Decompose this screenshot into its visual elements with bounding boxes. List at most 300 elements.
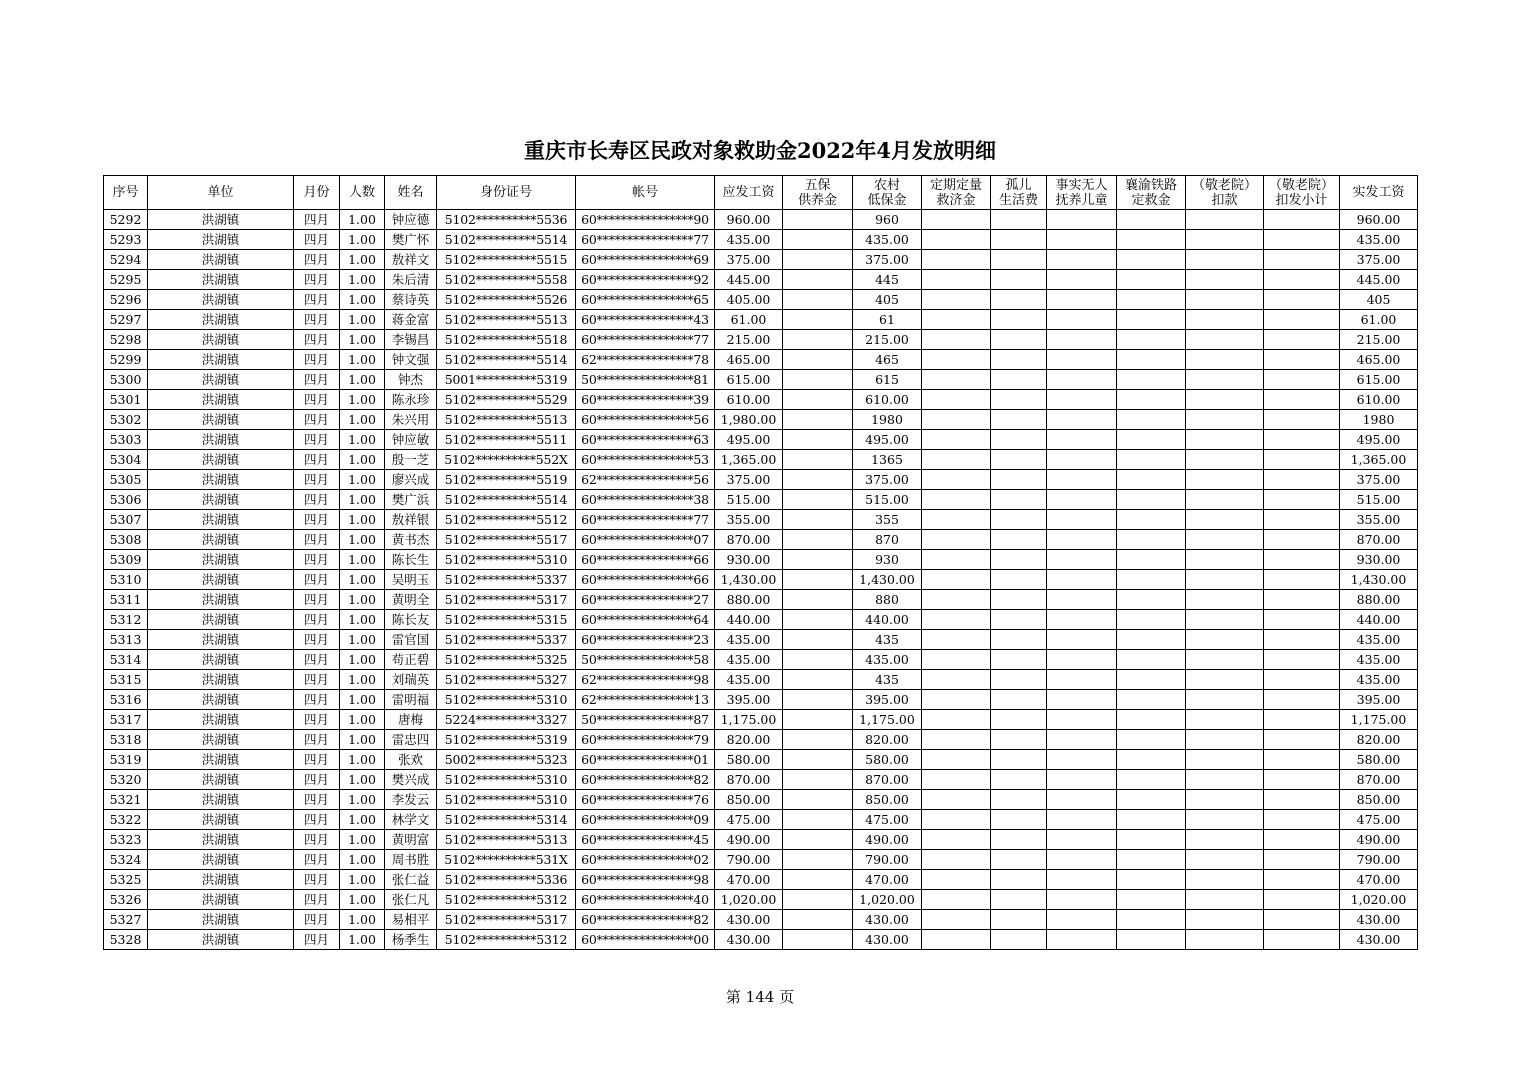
- cell-account: 50****************81: [576, 370, 715, 390]
- cell-dibao: 610.00: [853, 390, 922, 410]
- cell-unit: 洪湖镇: [148, 370, 294, 390]
- cell-subtotal: [1264, 910, 1340, 930]
- cell-id-number: 5102**********5310: [437, 790, 576, 810]
- header-dingqi: [922, 176, 991, 210]
- cell-orphan: [991, 410, 1047, 430]
- cell-name: 陈长生: [385, 550, 437, 570]
- cell-count: 1.00: [340, 590, 385, 610]
- cell-account: 62****************98: [576, 670, 715, 690]
- cell-seq: 5303: [104, 430, 148, 450]
- cell-account: 60****************23: [576, 630, 715, 650]
- cell-dibao: 580.00: [853, 750, 922, 770]
- cell-wubao: [783, 210, 853, 230]
- table-row: [104, 910, 1418, 930]
- cell-account: 60****************53: [576, 450, 715, 470]
- header-dibao: [853, 176, 922, 210]
- table-row: [104, 790, 1418, 810]
- table-row: [104, 630, 1418, 650]
- cell-gross-pay: 580.00: [715, 750, 783, 770]
- cell-name: 樊兴成: [385, 770, 437, 790]
- header-seq: 序号: [104, 176, 148, 210]
- cell-dingqi: [922, 530, 991, 550]
- cell-dingqi: [922, 730, 991, 750]
- cell-dibao: 850.00: [853, 790, 922, 810]
- cell-fact-child: [1047, 310, 1117, 330]
- cell-seq: 5304: [104, 450, 148, 470]
- cell-net-pay: 515.00: [1340, 490, 1418, 510]
- cell-account: 60****************76: [576, 790, 715, 810]
- cell-subtotal: [1264, 690, 1340, 710]
- table-row: [104, 350, 1418, 370]
- cell-count: 1.00: [340, 270, 385, 290]
- cell-seq: 5327: [104, 910, 148, 930]
- cell-account: 60****************77: [576, 330, 715, 350]
- cell-dibao: 435.00: [853, 230, 922, 250]
- cell-railway: [1117, 910, 1186, 930]
- cell-seq: 5298: [104, 330, 148, 350]
- header-railway-line1: 襄渝铁路: [1124, 177, 1177, 193]
- cell-id-number: 5102**********5336: [437, 870, 576, 890]
- cell-railway: [1117, 430, 1186, 450]
- cell-count: 1.00: [340, 470, 385, 490]
- cell-orphan: [991, 510, 1047, 530]
- cell-gross-pay: 1,430.00: [715, 570, 783, 590]
- cell-id-number: 5102**********5312: [437, 890, 576, 910]
- cell-count: 1.00: [340, 490, 385, 510]
- cell-railway: [1117, 710, 1186, 730]
- cell-dibao: 870.00: [853, 770, 922, 790]
- cell-deduct: [1186, 630, 1264, 650]
- header-unit: 单位: [148, 176, 294, 210]
- cell-railway: [1117, 610, 1186, 630]
- cell-dingqi: [922, 490, 991, 510]
- cell-dingqi: [922, 430, 991, 450]
- cell-subtotal: [1264, 630, 1340, 650]
- cell-orphan: [991, 710, 1047, 730]
- cell-subtotal: [1264, 890, 1340, 910]
- cell-subtotal: [1264, 270, 1340, 290]
- cell-name: 钟文强: [385, 350, 437, 370]
- cell-fact-child: [1047, 890, 1117, 910]
- cell-seq: 5324: [104, 850, 148, 870]
- cell-wubao: [783, 910, 853, 930]
- cell-name: 雷官国: [385, 630, 437, 650]
- cell-wubao: [783, 730, 853, 750]
- cell-seq: 5299: [104, 350, 148, 370]
- cell-orphan: [991, 610, 1047, 630]
- cell-dingqi: [922, 310, 991, 330]
- cell-railway: [1117, 630, 1186, 650]
- cell-net-pay: 435.00: [1340, 670, 1418, 690]
- cell-dibao: 495.00: [853, 430, 922, 450]
- cell-net-pay: 880.00: [1340, 590, 1418, 610]
- cell-name: 蒋金富: [385, 310, 437, 330]
- cell-net-pay: 870.00: [1340, 770, 1418, 790]
- cell-fact-child: [1047, 390, 1117, 410]
- payment-table: [103, 175, 1418, 950]
- cell-count: 1.00: [340, 810, 385, 830]
- cell-fact-child: [1047, 250, 1117, 270]
- cell-gross-pay: 820.00: [715, 730, 783, 750]
- cell-account: 62****************13: [576, 690, 715, 710]
- cell-net-pay: 870.00: [1340, 530, 1418, 550]
- cell-account: 60****************66: [576, 550, 715, 570]
- cell-wubao: [783, 590, 853, 610]
- header-orphan-line1: 孤儿: [1005, 177, 1032, 193]
- cell-net-pay: 1,020.00: [1340, 890, 1418, 910]
- table-row: [104, 230, 1418, 250]
- cell-gross-pay: 610.00: [715, 390, 783, 410]
- cell-month: 四月: [294, 830, 340, 850]
- cell-month: 四月: [294, 370, 340, 390]
- cell-railway: [1117, 590, 1186, 610]
- cell-count: 1.00: [340, 910, 385, 930]
- cell-account: 60****************43: [576, 310, 715, 330]
- cell-unit: 洪湖镇: [148, 350, 294, 370]
- cell-id-number: 5102**********5518: [437, 330, 576, 350]
- cell-name: 林学文: [385, 810, 437, 830]
- cell-subtotal: [1264, 390, 1340, 410]
- cell-subtotal: [1264, 530, 1340, 550]
- cell-unit: 洪湖镇: [148, 290, 294, 310]
- cell-seq: 5325: [104, 870, 148, 890]
- cell-railway: [1117, 450, 1186, 470]
- cell-wubao: [783, 490, 853, 510]
- cell-wubao: [783, 510, 853, 530]
- cell-unit: 洪湖镇: [148, 810, 294, 830]
- cell-wubao: [783, 610, 853, 630]
- cell-subtotal: [1264, 810, 1340, 830]
- cell-dibao: 465: [853, 350, 922, 370]
- cell-month: 四月: [294, 570, 340, 590]
- cell-net-pay: 375.00: [1340, 250, 1418, 270]
- cell-subtotal: [1264, 610, 1340, 630]
- cell-name: 张仁凡: [385, 890, 437, 910]
- cell-account: 60****************07: [576, 530, 715, 550]
- cell-dibao: 445: [853, 270, 922, 290]
- cell-account: 60****************45: [576, 830, 715, 850]
- table-row: [104, 750, 1418, 770]
- cell-month: 四月: [294, 750, 340, 770]
- cell-name: 陈长友: [385, 610, 437, 630]
- cell-dibao: 435: [853, 630, 922, 650]
- cell-railway: [1117, 830, 1186, 850]
- cell-count: 1.00: [340, 830, 385, 850]
- cell-id-number: 5102**********5327: [437, 670, 576, 690]
- table-row: [104, 650, 1418, 670]
- cell-net-pay: 435.00: [1340, 650, 1418, 670]
- cell-deduct: [1186, 790, 1264, 810]
- cell-dingqi: [922, 390, 991, 410]
- cell-account: 60****************01: [576, 750, 715, 770]
- cell-name: 李锡昌: [385, 330, 437, 350]
- cell-railway: [1117, 390, 1186, 410]
- cell-name: 杨季生: [385, 930, 437, 950]
- cell-orphan: [991, 650, 1047, 670]
- cell-dingqi: [922, 290, 991, 310]
- cell-dibao: 930: [853, 550, 922, 570]
- cell-dingqi: [922, 510, 991, 530]
- cell-dibao: 405: [853, 290, 922, 310]
- cell-unit: 洪湖镇: [148, 270, 294, 290]
- cell-account: 60****************77: [576, 230, 715, 250]
- cell-account: 60****************39: [576, 390, 715, 410]
- cell-wubao: [783, 650, 853, 670]
- cell-subtotal: [1264, 750, 1340, 770]
- table-row: [104, 470, 1418, 490]
- cell-unit: 洪湖镇: [148, 450, 294, 470]
- cell-name: 钟应德: [385, 210, 437, 230]
- cell-railway: [1117, 210, 1186, 230]
- cell-deduct: [1186, 650, 1264, 670]
- cell-wubao: [783, 450, 853, 470]
- cell-month: 四月: [294, 650, 340, 670]
- cell-deduct: [1186, 690, 1264, 710]
- cell-count: 1.00: [340, 390, 385, 410]
- cell-deduct: [1186, 350, 1264, 370]
- cell-name: 唐梅: [385, 710, 437, 730]
- header-net-pay: 实发工资: [1340, 176, 1418, 210]
- cell-gross-pay: 1,980.00: [715, 410, 783, 430]
- cell-deduct: [1186, 830, 1264, 850]
- cell-account: 60****************38: [576, 490, 715, 510]
- cell-dibao: 1,020.00: [853, 890, 922, 910]
- cell-fact-child: [1047, 610, 1117, 630]
- cell-dingqi: [922, 410, 991, 430]
- table-row: [104, 890, 1418, 910]
- cell-dingqi: [922, 770, 991, 790]
- cell-gross-pay: 930.00: [715, 550, 783, 570]
- cell-deduct: [1186, 430, 1264, 450]
- cell-unit: 洪湖镇: [148, 410, 294, 430]
- table-row: [104, 250, 1418, 270]
- cell-fact-child: [1047, 790, 1117, 810]
- cell-wubao: [783, 830, 853, 850]
- cell-orphan: [991, 690, 1047, 710]
- cell-seq: 5293: [104, 230, 148, 250]
- cell-wubao: [783, 690, 853, 710]
- cell-dingqi: [922, 810, 991, 830]
- cell-dibao: 1,175.00: [853, 710, 922, 730]
- table-row: [104, 670, 1418, 690]
- cell-account: 60****************66: [576, 570, 715, 590]
- cell-unit: 洪湖镇: [148, 770, 294, 790]
- cell-month: 四月: [294, 210, 340, 230]
- cell-id-number: 5102**********5310: [437, 550, 576, 570]
- cell-dibao: 375.00: [853, 470, 922, 490]
- cell-dibao: 1365: [853, 450, 922, 470]
- cell-id-number: 5102**********5513: [437, 410, 576, 430]
- cell-unit: 洪湖镇: [148, 850, 294, 870]
- cell-id-number: 5102**********5558: [437, 270, 576, 290]
- table-row: [104, 210, 1418, 230]
- cell-orphan: [991, 870, 1047, 890]
- cell-net-pay: 610.00: [1340, 390, 1418, 410]
- cell-fact-child: [1047, 930, 1117, 950]
- table-row: [104, 550, 1418, 570]
- cell-name: 黄书杰: [385, 530, 437, 550]
- cell-seq: 5297: [104, 310, 148, 330]
- cell-dibao: 615: [853, 370, 922, 390]
- cell-wubao: [783, 770, 853, 790]
- cell-name: 钟杰: [385, 370, 437, 390]
- cell-fact-child: [1047, 550, 1117, 570]
- cell-unit: 洪湖镇: [148, 730, 294, 750]
- cell-account: 60****************56: [576, 410, 715, 430]
- cell-wubao: [783, 270, 853, 290]
- cell-deduct: [1186, 330, 1264, 350]
- cell-seq: 5292: [104, 210, 148, 230]
- cell-orphan: [991, 930, 1047, 950]
- cell-name: 易相平: [385, 910, 437, 930]
- cell-gross-pay: 61.00: [715, 310, 783, 330]
- table-row: [104, 610, 1418, 630]
- header-dingqi-line2: 救济金: [936, 192, 976, 208]
- cell-unit: 洪湖镇: [148, 910, 294, 930]
- cell-deduct: [1186, 510, 1264, 530]
- cell-orphan: [991, 830, 1047, 850]
- cell-railway: [1117, 290, 1186, 310]
- table-row: [104, 850, 1418, 870]
- cell-fact-child: [1047, 430, 1117, 450]
- header-orphan: [991, 176, 1047, 210]
- cell-count: 1.00: [340, 230, 385, 250]
- cell-month: 四月: [294, 410, 340, 430]
- cell-dibao: 960: [853, 210, 922, 230]
- cell-gross-pay: 1,175.00: [715, 710, 783, 730]
- cell-railway: [1117, 270, 1186, 290]
- header-orphan-line2: 生活费: [998, 192, 1038, 208]
- cell-wubao: [783, 930, 853, 950]
- cell-seq: 5319: [104, 750, 148, 770]
- cell-name: 敖祥文: [385, 250, 437, 270]
- cell-seq: 5296: [104, 290, 148, 310]
- cell-seq: 5302: [104, 410, 148, 430]
- cell-seq: 5312: [104, 610, 148, 630]
- cell-subtotal: [1264, 710, 1340, 730]
- cell-count: 1.00: [340, 290, 385, 310]
- cell-dibao: 1980: [853, 410, 922, 430]
- cell-account: 60****************27: [576, 590, 715, 610]
- cell-account: 60****************00: [576, 930, 715, 950]
- cell-name: 雷明福: [385, 690, 437, 710]
- cell-deduct: [1186, 610, 1264, 630]
- cell-id-number: 5102**********552X: [437, 450, 576, 470]
- header-dibao-line2: 低保金: [867, 192, 907, 208]
- cell-month: 四月: [294, 690, 340, 710]
- cell-subtotal: [1264, 290, 1340, 310]
- table-row: [104, 430, 1418, 450]
- cell-net-pay: 580.00: [1340, 750, 1418, 770]
- cell-id-number: 5102**********5536: [437, 210, 576, 230]
- cell-dibao: 870: [853, 530, 922, 550]
- cell-id-number: 5102**********5317: [437, 910, 576, 930]
- cell-unit: 洪湖镇: [148, 930, 294, 950]
- cell-deduct: [1186, 850, 1264, 870]
- cell-month: 四月: [294, 330, 340, 350]
- cell-subtotal: [1264, 230, 1340, 250]
- cell-month: 四月: [294, 250, 340, 270]
- table-row: [104, 530, 1418, 550]
- cell-net-pay: 820.00: [1340, 730, 1418, 750]
- cell-month: 四月: [294, 470, 340, 490]
- cell-dingqi: [922, 610, 991, 630]
- cell-wubao: [783, 250, 853, 270]
- cell-railway: [1117, 330, 1186, 350]
- cell-count: 1.00: [340, 210, 385, 230]
- header-subtotal-line2: 扣发小计: [1275, 192, 1328, 208]
- cell-railway: [1117, 690, 1186, 710]
- cell-count: 1.00: [340, 610, 385, 630]
- cell-id-number: 5102**********5315: [437, 610, 576, 630]
- cell-dibao: 430.00: [853, 930, 922, 950]
- cell-fact-child: [1047, 370, 1117, 390]
- cell-seq: 5323: [104, 830, 148, 850]
- cell-subtotal: [1264, 650, 1340, 670]
- cell-gross-pay: 495.00: [715, 430, 783, 450]
- cell-subtotal: [1264, 550, 1340, 570]
- cell-unit: 洪湖镇: [148, 430, 294, 450]
- cell-railway: [1117, 530, 1186, 550]
- cell-seq: 5301: [104, 390, 148, 410]
- cell-gross-pay: 615.00: [715, 370, 783, 390]
- cell-name: 周书胜: [385, 850, 437, 870]
- cell-seq: 5318: [104, 730, 148, 750]
- header-wubao-line1: 五保: [804, 177, 831, 193]
- header-fact-line2: 抚养儿童: [1055, 192, 1108, 208]
- cell-railway: [1117, 370, 1186, 390]
- cell-unit: 洪湖镇: [148, 490, 294, 510]
- cell-gross-pay: 435.00: [715, 630, 783, 650]
- cell-net-pay: 215.00: [1340, 330, 1418, 350]
- table-row: [104, 270, 1418, 290]
- cell-orphan: [991, 550, 1047, 570]
- header-fact-line1: 事实无人: [1055, 177, 1108, 193]
- cell-account: 60****************79: [576, 730, 715, 750]
- cell-month: 四月: [294, 810, 340, 830]
- cell-unit: 洪湖镇: [148, 750, 294, 770]
- cell-wubao: [783, 330, 853, 350]
- cell-wubao: [783, 230, 853, 250]
- cell-orphan: [991, 730, 1047, 750]
- cell-net-pay: 430.00: [1340, 910, 1418, 930]
- cell-orphan: [991, 910, 1047, 930]
- cell-orphan: [991, 670, 1047, 690]
- cell-id-number: 5102**********5317: [437, 590, 576, 610]
- cell-seq: 5295: [104, 270, 148, 290]
- cell-railway: [1117, 350, 1186, 370]
- cell-deduct: [1186, 230, 1264, 250]
- cell-dingqi: [922, 890, 991, 910]
- cell-seq: 5316: [104, 690, 148, 710]
- header-subtotal: [1264, 176, 1340, 210]
- cell-account: 60****************69: [576, 250, 715, 270]
- cell-subtotal: [1264, 930, 1340, 950]
- cell-unit: 洪湖镇: [148, 570, 294, 590]
- cell-name: 刘瑞英: [385, 670, 437, 690]
- cell-dingqi: [922, 870, 991, 890]
- cell-dingqi: [922, 210, 991, 230]
- cell-gross-pay: 395.00: [715, 690, 783, 710]
- cell-gross-pay: 470.00: [715, 870, 783, 890]
- cell-dibao: 470.00: [853, 870, 922, 890]
- cell-gross-pay: 435.00: [715, 670, 783, 690]
- cell-subtotal: [1264, 790, 1340, 810]
- cell-orphan: [991, 450, 1047, 470]
- cell-month: 四月: [294, 790, 340, 810]
- cell-id-number: 5102**********5319: [437, 730, 576, 750]
- cell-deduct: [1186, 810, 1264, 830]
